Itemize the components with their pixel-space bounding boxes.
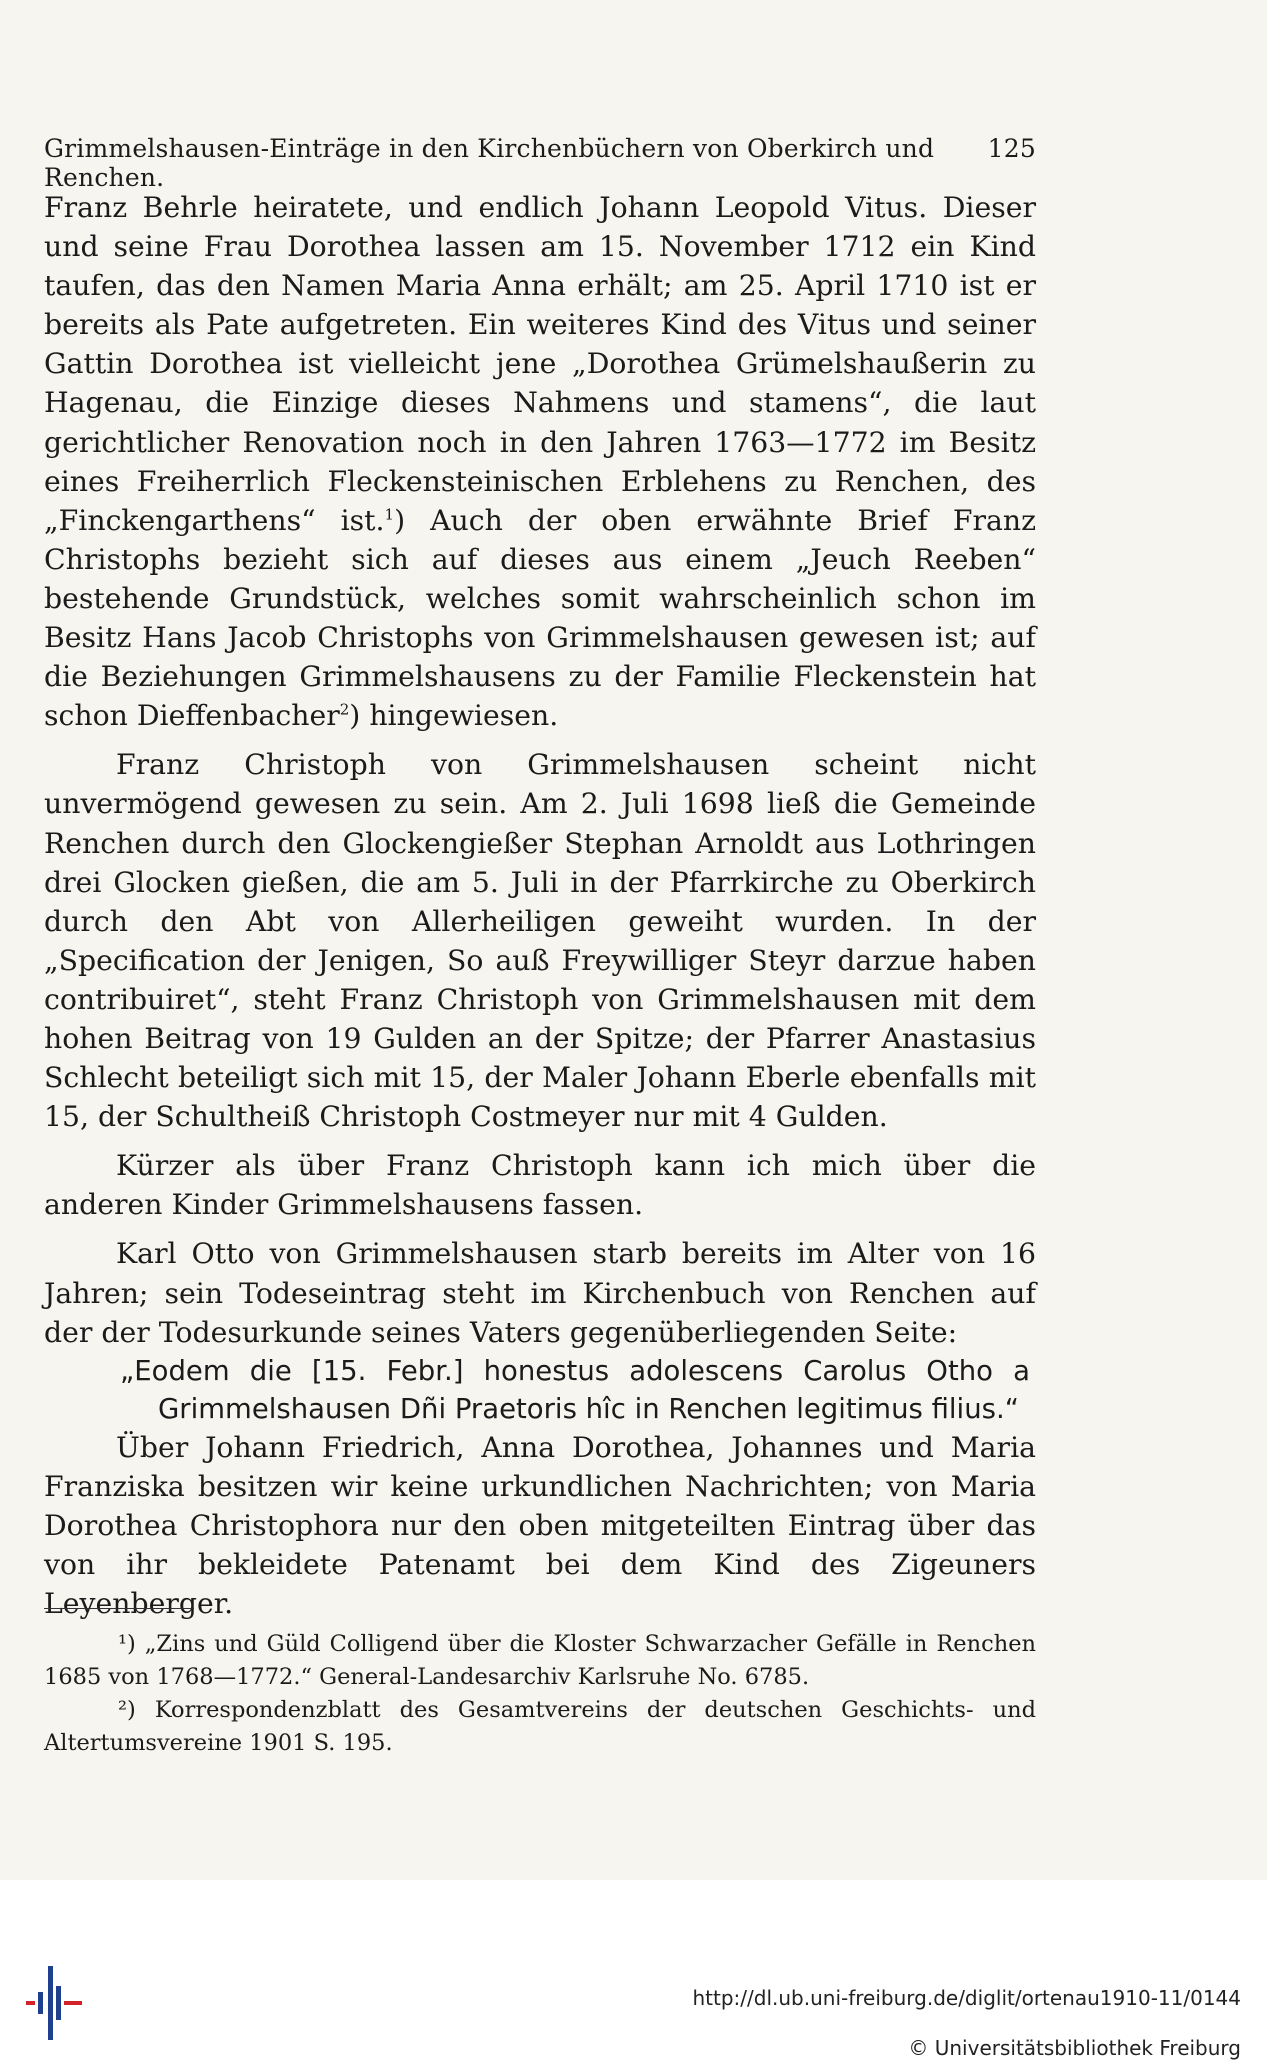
- latin-quote: „Eodem die [15. Febr.] honestus adolescens Carolus Otho a Grimmelshausen Dñi Praetoris hîc in Renchen legitimus filius.“: [120, 1354, 1030, 1425]
- paragraph-2: Franz Christoph von Grimmelshausen scheint nicht unvermögend gewesen zu sein. Am 2. Juli 1698 ließ die Gemeinde Renchen durch den Glockengießer Stephan Arnoldt aus Lothringen drei Glocken gießen, die am 5. Juli in der Pfarrkirche zu Oberkirch durch den Abt von Allerheiligen geweiht wurden. In der „Specification der Jenigen, So auß Freywilliger Steyr darzue haben contribuiret“, steht Franz Christoph von Grimmelshausen mit dem hohen Beitrag von 19 Gulden an der Spitze; der Pfarrer Anastasius Schlecht beteiligt sich mit 15, der Maler Johann Eberle ebenfalls mit 15, der Schultheiß Christoph Costmeyer nur mit 4 Gulden.: [44, 748, 1036, 1134]
- paragraph-5: Über Johann Friedrich, Anna Dorothea, Johannes und Maria Franziska besitzen wir keine urkundlichen Nachrichten; von Maria Dorothea Christophora nur den oben mitgeteilten Eintrag über das von ihr bekleidete Patenamt bei dem Kind des Zigeuners Leyenberger.: [44, 1430, 1036, 1621]
- running-header: [44, 134, 1036, 192]
- copyright-notice: © Universitätsbibliothek Freiburg: [908, 2036, 1241, 2060]
- footnote-rule: [44, 1608, 194, 1609]
- running-title: Grimmelshausen-Einträge in den Kirchenbüchern von Oberkirch und Renchen.: [44, 134, 935, 192]
- paragraph-3: Kürzer als über Franz Christoph kann ich mich über die anderen Kinder Grimmelshausens fassen.: [44, 1149, 1036, 1222]
- paragraph-1-part-b: ) Auch der oben erwähnte Brief Franz Christophs bezieht sich auf dieses aus einem „Jeuch Reeben“ bestehende Grundstück, welches somit wahrscheinlich schon im Besitz Hans Jacob Christophs von Grimmelshausen gewesen ist; auf die Beziehungen Grimmelshausens zu der Familie Fleckenstein hat schon Dieffenbacher: [44, 503, 1036, 733]
- footnote-1: ¹) „Zins und Güld Colligend über die Kloster Schwarzacher Gefälle in Renchen 1685 von 1768—1772.“ General-Landesarchiv Karlsruhe No. 6785.: [44, 1631, 1036, 1690]
- footnote-2: ²) Korrespondenzblatt des Gesamtvereins der deutschen Geschichts- und Altertumsvereine 1901 S. 195.: [44, 1697, 1036, 1756]
- citation-link[interactable]: http://dl.ub.uni-freiburg.de/diglit/ortenau1910-11/0144: [692, 1986, 1241, 2010]
- footnote-ref-1: 1: [384, 505, 395, 524]
- paragraph-1-part-a: Franz Behrle heiratete, und endlich Johann Leopold Vitus. Dieser und seine Frau Dorothea lassen am 15. November 1712 ein Kind taufen, das den Namen Maria Anna erhält; am 25. April 1710 ist er bereits als Pate aufgetreten. Ein weiteres Kind des Vitus und seiner Gattin Dorothea ist vielleicht jene „Dorothea Grümelshaußerin zu Hagenau, die Einzige dieses Nahmens und stamens“, die laut gerichtlicher Renovation noch in den Jahren 1763—1772 im Besitz eines Freiherrlich Fleckensteinischen Erblehens zu Renchen, des „Finckengarthens“ ist.: [44, 191, 1036, 537]
- footnote-ref-2: 2: [339, 700, 350, 719]
- body-text: [44, 188, 1036, 1623]
- page-number: 125: [987, 134, 1036, 163]
- paragraph-1: [44, 188, 1036, 735]
- footnotes: [44, 1628, 1036, 1760]
- paragraph-4: Karl Otto von Grimmelshausen starb bereits im Alter von 16 Jahren; sein Todeseintrag steht im Kirchenbuch von Renchen auf der der Todesurkunde seines Vaters gegenüberliegenden Seite:: [44, 1237, 1036, 1349]
- library-logo-icon: [26, 1966, 82, 2040]
- paragraph-1-part-c: ) hingewiesen.: [349, 699, 559, 733]
